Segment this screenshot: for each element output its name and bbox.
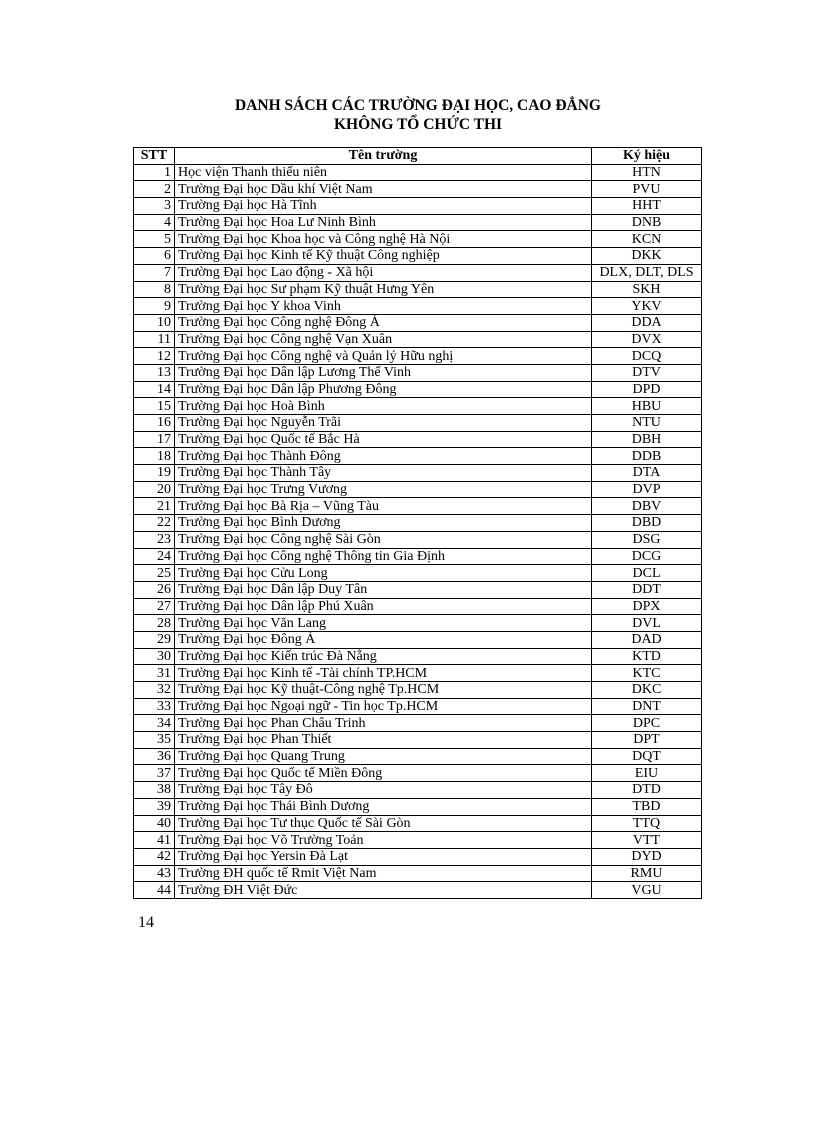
row-school-name: Trường Đại học Quang Trung: [175, 748, 592, 765]
row-school-name: Trường Đại học Sư phạm Kỹ thuật Hưng Yên: [175, 281, 592, 298]
row-school-name: Trường Đại học Kỹ thuật-Công nghệ Tp.HCM: [175, 682, 592, 699]
row-stt: 34: [134, 715, 175, 732]
row-code: TTQ: [592, 815, 702, 832]
row-stt: 37: [134, 765, 175, 782]
row-stt: 15: [134, 398, 175, 415]
row-stt: 41: [134, 832, 175, 849]
table-row: [134, 832, 702, 849]
row-school-name: Trường Đại học Hoa Lư Ninh Bình: [175, 214, 592, 231]
table-row: [134, 248, 702, 265]
row-school-name: Trường Đại học Dân lập Lương Thế Vinh: [175, 364, 592, 381]
row-school-name: Trường Đại học Phan Thiết: [175, 732, 592, 749]
table-row: [134, 264, 702, 281]
row-code: KCN: [592, 231, 702, 248]
row-code: DBH: [592, 431, 702, 448]
row-school-name: Trường Đại học Kiến trúc Đà Nẵng: [175, 648, 592, 665]
row-code: DBD: [592, 515, 702, 532]
row-school-name: Trường Đại học Quốc tế Bắc Hà: [175, 431, 592, 448]
row-stt: 9: [134, 298, 175, 315]
row-school-name: Trường Đại học Văn Lang: [175, 615, 592, 632]
row-stt: 36: [134, 748, 175, 765]
table-row: [134, 715, 702, 732]
row-stt: 14: [134, 381, 175, 398]
table-row: [134, 648, 702, 665]
row-code: YKV: [592, 298, 702, 315]
row-school-name: Trường Đại học Y khoa Vinh: [175, 298, 592, 315]
table-row: [134, 765, 702, 782]
row-school-name: Trường Đại học Quốc tế Miền Đông: [175, 765, 592, 782]
row-stt: 31: [134, 665, 175, 682]
row-stt: 8: [134, 281, 175, 298]
table-row: [134, 882, 702, 899]
row-stt: 43: [134, 865, 175, 882]
table-row: [134, 214, 702, 231]
row-stt: 21: [134, 498, 175, 515]
row-school-name: Trường Đại học Dầu khí Việt Nam: [175, 181, 592, 198]
row-school-name: Trường Đại học Trưng Vương: [175, 481, 592, 498]
table-row: [134, 548, 702, 565]
table-body: [134, 164, 702, 898]
row-code: DCQ: [592, 348, 702, 365]
row-school-name: Trường Đại học Bà Rịa – Vũng Tàu: [175, 498, 592, 515]
row-code: HBU: [592, 398, 702, 415]
page-title: [0, 96, 816, 134]
table-row: [134, 598, 702, 615]
row-stt: 22: [134, 515, 175, 532]
table-row: [134, 381, 702, 398]
table-row: [134, 164, 702, 181]
row-school-name: Trường Đại học Công nghệ Thông tin Gia Định: [175, 548, 592, 565]
table-row: [134, 515, 702, 532]
row-stt: 29: [134, 631, 175, 648]
row-stt: 3: [134, 198, 175, 215]
row-school-name: Trường ĐH quốc tế Rmit Việt Nam: [175, 865, 592, 882]
table-row: [134, 865, 702, 882]
table-row: [134, 448, 702, 465]
row-code: DPX: [592, 598, 702, 615]
row-code: DNT: [592, 698, 702, 715]
row-stt: 35: [134, 732, 175, 749]
row-stt: 17: [134, 431, 175, 448]
table-row: [134, 431, 702, 448]
header-row: [134, 148, 702, 165]
row-school-name: Trường Đại học Ngoại ngữ - Tin học Tp.HCM: [175, 698, 592, 715]
row-code: DSG: [592, 531, 702, 548]
row-stt: 2: [134, 181, 175, 198]
row-code: TBD: [592, 798, 702, 815]
row-school-name: Trường Đại học Thái Bình Dương: [175, 798, 592, 815]
row-school-name: Trường Đại học Dân lập Phương Đông: [175, 381, 592, 398]
row-school-name: Trường Đại học Yersin Đà Lạt: [175, 848, 592, 865]
row-school-name: Trường Đại học Dân lập Phú Xuân: [175, 598, 592, 615]
row-school-name: Trường Đại học Nguyễn Trãi: [175, 415, 592, 432]
row-code: PVU: [592, 181, 702, 198]
row-stt: 24: [134, 548, 175, 565]
row-code: VTT: [592, 832, 702, 849]
row-stt: 16: [134, 415, 175, 432]
row-school-name: Trường Đại học Tư thục Quốc tế Sài Gòn: [175, 815, 592, 832]
row-stt: 19: [134, 465, 175, 482]
row-code: EIU: [592, 765, 702, 782]
row-code: DKK: [592, 248, 702, 265]
table-row: [134, 748, 702, 765]
table-row: [134, 281, 702, 298]
row-code: DPD: [592, 381, 702, 398]
row-stt: 26: [134, 581, 175, 598]
row-school-name: Trường Đại học Khoa học và Công nghệ Hà Nội: [175, 231, 592, 248]
table-row: [134, 531, 702, 548]
table-row: [134, 498, 702, 515]
row-school-name: Trường Đại học Công nghệ Vạn Xuân: [175, 331, 592, 348]
row-school-name: Trường Đại học Võ Trường Toản: [175, 832, 592, 849]
table-row: [134, 415, 702, 432]
row-school-name: Trường Đại học Kinh tế Kỹ thuật Công nghiệp: [175, 248, 592, 265]
row-stt: 42: [134, 848, 175, 865]
row-stt: 38: [134, 782, 175, 799]
row-stt: 23: [134, 531, 175, 548]
row-school-name: Trường Đại học Thành Đông: [175, 448, 592, 465]
row-school-name: Trường Đại học Hà Tĩnh: [175, 198, 592, 215]
table-row: [134, 615, 702, 632]
row-code: KTD: [592, 648, 702, 665]
table-row: [134, 331, 702, 348]
row-code: NTU: [592, 415, 702, 432]
row-stt: 6: [134, 248, 175, 265]
row-code: DCL: [592, 565, 702, 582]
row-stt: 25: [134, 565, 175, 582]
row-stt: 18: [134, 448, 175, 465]
row-code: DPC: [592, 715, 702, 732]
row-code: DDT: [592, 581, 702, 598]
table-row: [134, 465, 702, 482]
row-school-name: Trường Đại học Hoà Bình: [175, 398, 592, 415]
table-row: [134, 348, 702, 365]
row-school-name: Trường Đại học Công nghệ Đông Á: [175, 314, 592, 331]
row-code: DTV: [592, 364, 702, 381]
row-code: DDA: [592, 314, 702, 331]
table-row: [134, 732, 702, 749]
row-code: VGU: [592, 882, 702, 899]
row-code: KTC: [592, 665, 702, 682]
row-code: SKH: [592, 281, 702, 298]
row-stt: 10: [134, 314, 175, 331]
row-school-name: Trường ĐH Việt Đức: [175, 882, 592, 899]
table-row: [134, 198, 702, 215]
row-code: HTN: [592, 164, 702, 181]
row-stt: 12: [134, 348, 175, 365]
page-number: 14: [138, 914, 154, 931]
table-header: [134, 148, 702, 165]
row-stt: 20: [134, 481, 175, 498]
table-row: [134, 581, 702, 598]
table-row: [134, 298, 702, 315]
table-row: [134, 314, 702, 331]
row-school-name: Trường Đại học Lao động - Xã hội: [175, 264, 592, 281]
row-code: DKC: [592, 682, 702, 699]
table-row: [134, 815, 702, 832]
row-stt: 33: [134, 698, 175, 715]
row-code: DBV: [592, 498, 702, 515]
row-code: DLX, DLT, DLS: [592, 264, 702, 281]
row-stt: 4: [134, 214, 175, 231]
row-school-name: Trường Đại học Cửu Long: [175, 565, 592, 582]
row-stt: 13: [134, 364, 175, 381]
title-line-2: KHÔNG TỔ CHỨC THI: [333, 116, 503, 133]
row-code: DDB: [592, 448, 702, 465]
row-stt: 1: [134, 164, 175, 181]
header-school-name: Tên trường: [175, 148, 592, 165]
row-code: DVP: [592, 481, 702, 498]
row-stt: 32: [134, 682, 175, 699]
row-school-name: Trường Đại học Kinh tế -Tài chính TP.HCM: [175, 665, 592, 682]
row-code: DVL: [592, 615, 702, 632]
table-row: [134, 364, 702, 381]
row-stt: 27: [134, 598, 175, 615]
table-row: [134, 231, 702, 248]
row-school-name: Trường Đại học Phan Châu Trinh: [175, 715, 592, 732]
table-row: [134, 698, 702, 715]
row-code: DYD: [592, 848, 702, 865]
row-stt: 30: [134, 648, 175, 665]
row-code: DAD: [592, 631, 702, 648]
table-row: [134, 665, 702, 682]
table-row: [134, 631, 702, 648]
table-row: [134, 565, 702, 582]
row-code: DTA: [592, 465, 702, 482]
row-stt: 28: [134, 615, 175, 632]
row-code: DCG: [592, 548, 702, 565]
row-school-name: Trường Đại học Tây Đô: [175, 782, 592, 799]
row-stt: 7: [134, 264, 175, 281]
row-code: DQT: [592, 748, 702, 765]
table-row: [134, 682, 702, 699]
row-stt: 44: [134, 882, 175, 899]
row-stt: 39: [134, 798, 175, 815]
table-row: [134, 848, 702, 865]
title-line-1: DANH SÁCH CÁC TRƯỜNG ĐẠI HỌC, CAO ĐẲNG: [235, 97, 601, 114]
row-stt: 5: [134, 231, 175, 248]
row-stt: 11: [134, 331, 175, 348]
row-school-name: Trường Đại học Công nghệ và Quản lý Hữu nghị: [175, 348, 592, 365]
header-code: Ký hiệu: [592, 148, 702, 165]
table-row: [134, 481, 702, 498]
row-school-name: Trường Đại học Đông Á: [175, 631, 592, 648]
row-school-name: Trường Đại học Dân lập Duy Tân: [175, 581, 592, 598]
row-school-name: Trường Đại học Thành Tây: [175, 465, 592, 482]
table-row: [134, 782, 702, 799]
row-school-name: Học viện Thanh thiếu niên: [175, 164, 592, 181]
table-row: [134, 398, 702, 415]
row-stt: 40: [134, 815, 175, 832]
row-school-name: Trường Đại học Bình Dương: [175, 515, 592, 532]
header-stt: STT: [134, 148, 175, 165]
row-school-name: Trường Đại học Công nghệ Sài Gòn: [175, 531, 592, 548]
row-code: DNB: [592, 214, 702, 231]
row-code: DTD: [592, 782, 702, 799]
row-code: DVX: [592, 331, 702, 348]
schools-table: [133, 147, 702, 899]
table-row: [134, 798, 702, 815]
row-code: RMU: [592, 865, 702, 882]
table-row: [134, 181, 702, 198]
row-code: HHT: [592, 198, 702, 215]
row-code: DPT: [592, 732, 702, 749]
